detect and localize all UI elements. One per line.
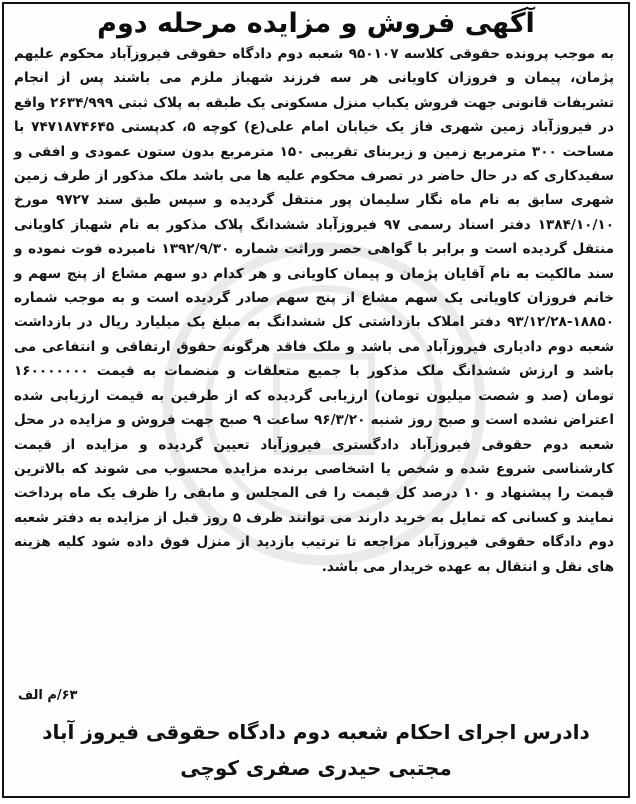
notice-body-text: به موجب پرونده حقوقی کلاسه ۹۵۰۱۰۷ شعبه دوم دادگاه حقوقی فیروزآباد محکوم علیهم پژمان، پیمان و فروزان کاویانی هر سه فرزند شهباز ملزم می باشند پس از انجام تشریفات قانونی جهت فروش یکباب منزل مسکونی یک طبقه به پلاک ثبتی ۲۶۳۴/۹۹۹ واقع در فیروزآباد زمین شهری فاز یک خیابان امام علی(ع) کوچه ۵، کدپستی ۷۴۷۱۸۷۴۶۴۵ با مساحت ۳۰۰ مترمربع زمین و زیربنای تقریبی ۱۵۰ مترمربع بدون ستون عمودی و افقی و سفیدکاری که در حال حاضر در تصرف محکوم علیه ها می باشد ملک مذکور از طرف زمین شهری سابق به نام ماه نگار سلیمان پور منتقل گردیده و سپس طبق سند ۹۷۲۷ مورخ ۱۳۸۴/۱۰/۱۰ دفتر اسناد رسمی ۹۷ فیروزآباد ششدانگ پلاک مذکور به نام شهباز کاویانی منتقل گردیده است و برابر با گواهی حصر وراثت شماره ۱۳۹۲/۹/۳۰ نامبرده فوت نموده و سند مالکیت به نام آقایان پژمان و پیمان کاویانی و هر کدام دو سهم مشاع از پنج سهم و خانم فروزان کاویانی یک سهم مشاع از پنج سهم صادر گردیده است و به موجب شماره ۱۸۸۵۰-۹۳/۱۲/۲۸ دفتر املاک بازداشتی کل ششدانگ به مبلغ یک میلیارد ریال در بازداشت شعبه دوم دادیاری فیروزآباد می باشد و ملک فاقد هرگونه حقوق ارتفاقی و انتفاعی می باشد و ارزش ششدانگ ملک مذکور با جمیع متعلقات و منضمات به قیمت ۱۶۰۰۰۰۰۰۰ تومان (صد و شصت میلیون تومان) ارزیابی گردیده که از طرفین به قیمت ارزیابی شده اعتراض نشده است و صبح روز شنبه ۹۶/۳/۲۰ ساعت ۹ صبح جهت فروش و مزایده در محل شعبه دوم حقوقی فیروزآباد دادگستری فیروزآباد تعیین گردیده و مزایده از قیمت کارشناسی شروع شده و شخص یا اشخاصی برنده مزایده محسوب می شوند که بالاترین قیمت را پیشنهاد و ۱۰ درصد کل قیمت را فی المجلس و مابقی را ظرف یک ماه پرداخت نمایند و کسانی که تمایل به خرید دارند می توانند ظرف ۵ روز قبل از مزایده به دفتر شعبه دوم دادگاه حقوقی فیروزآباد مراجعه تا ترتیب بازدید از منزل فوق داده شود کلیه هزینه های نقل و انتقال به عهده خریدار می باشد. xyxy=(14,46,615,575)
notice-body xyxy=(14,42,614,579)
notice-title: آگهی فروش و مزایده مرحله دوم xyxy=(97,8,535,39)
issuer-title: دادرس اجرای احکام شعبه دوم دادگاه حقوقی فیروز آباد xyxy=(42,720,590,744)
notice-frame xyxy=(2,2,630,798)
signer-name: مجتبی حیدری صفری کوچی xyxy=(180,756,452,780)
reference-number: ۶۳/م الف xyxy=(18,688,78,703)
